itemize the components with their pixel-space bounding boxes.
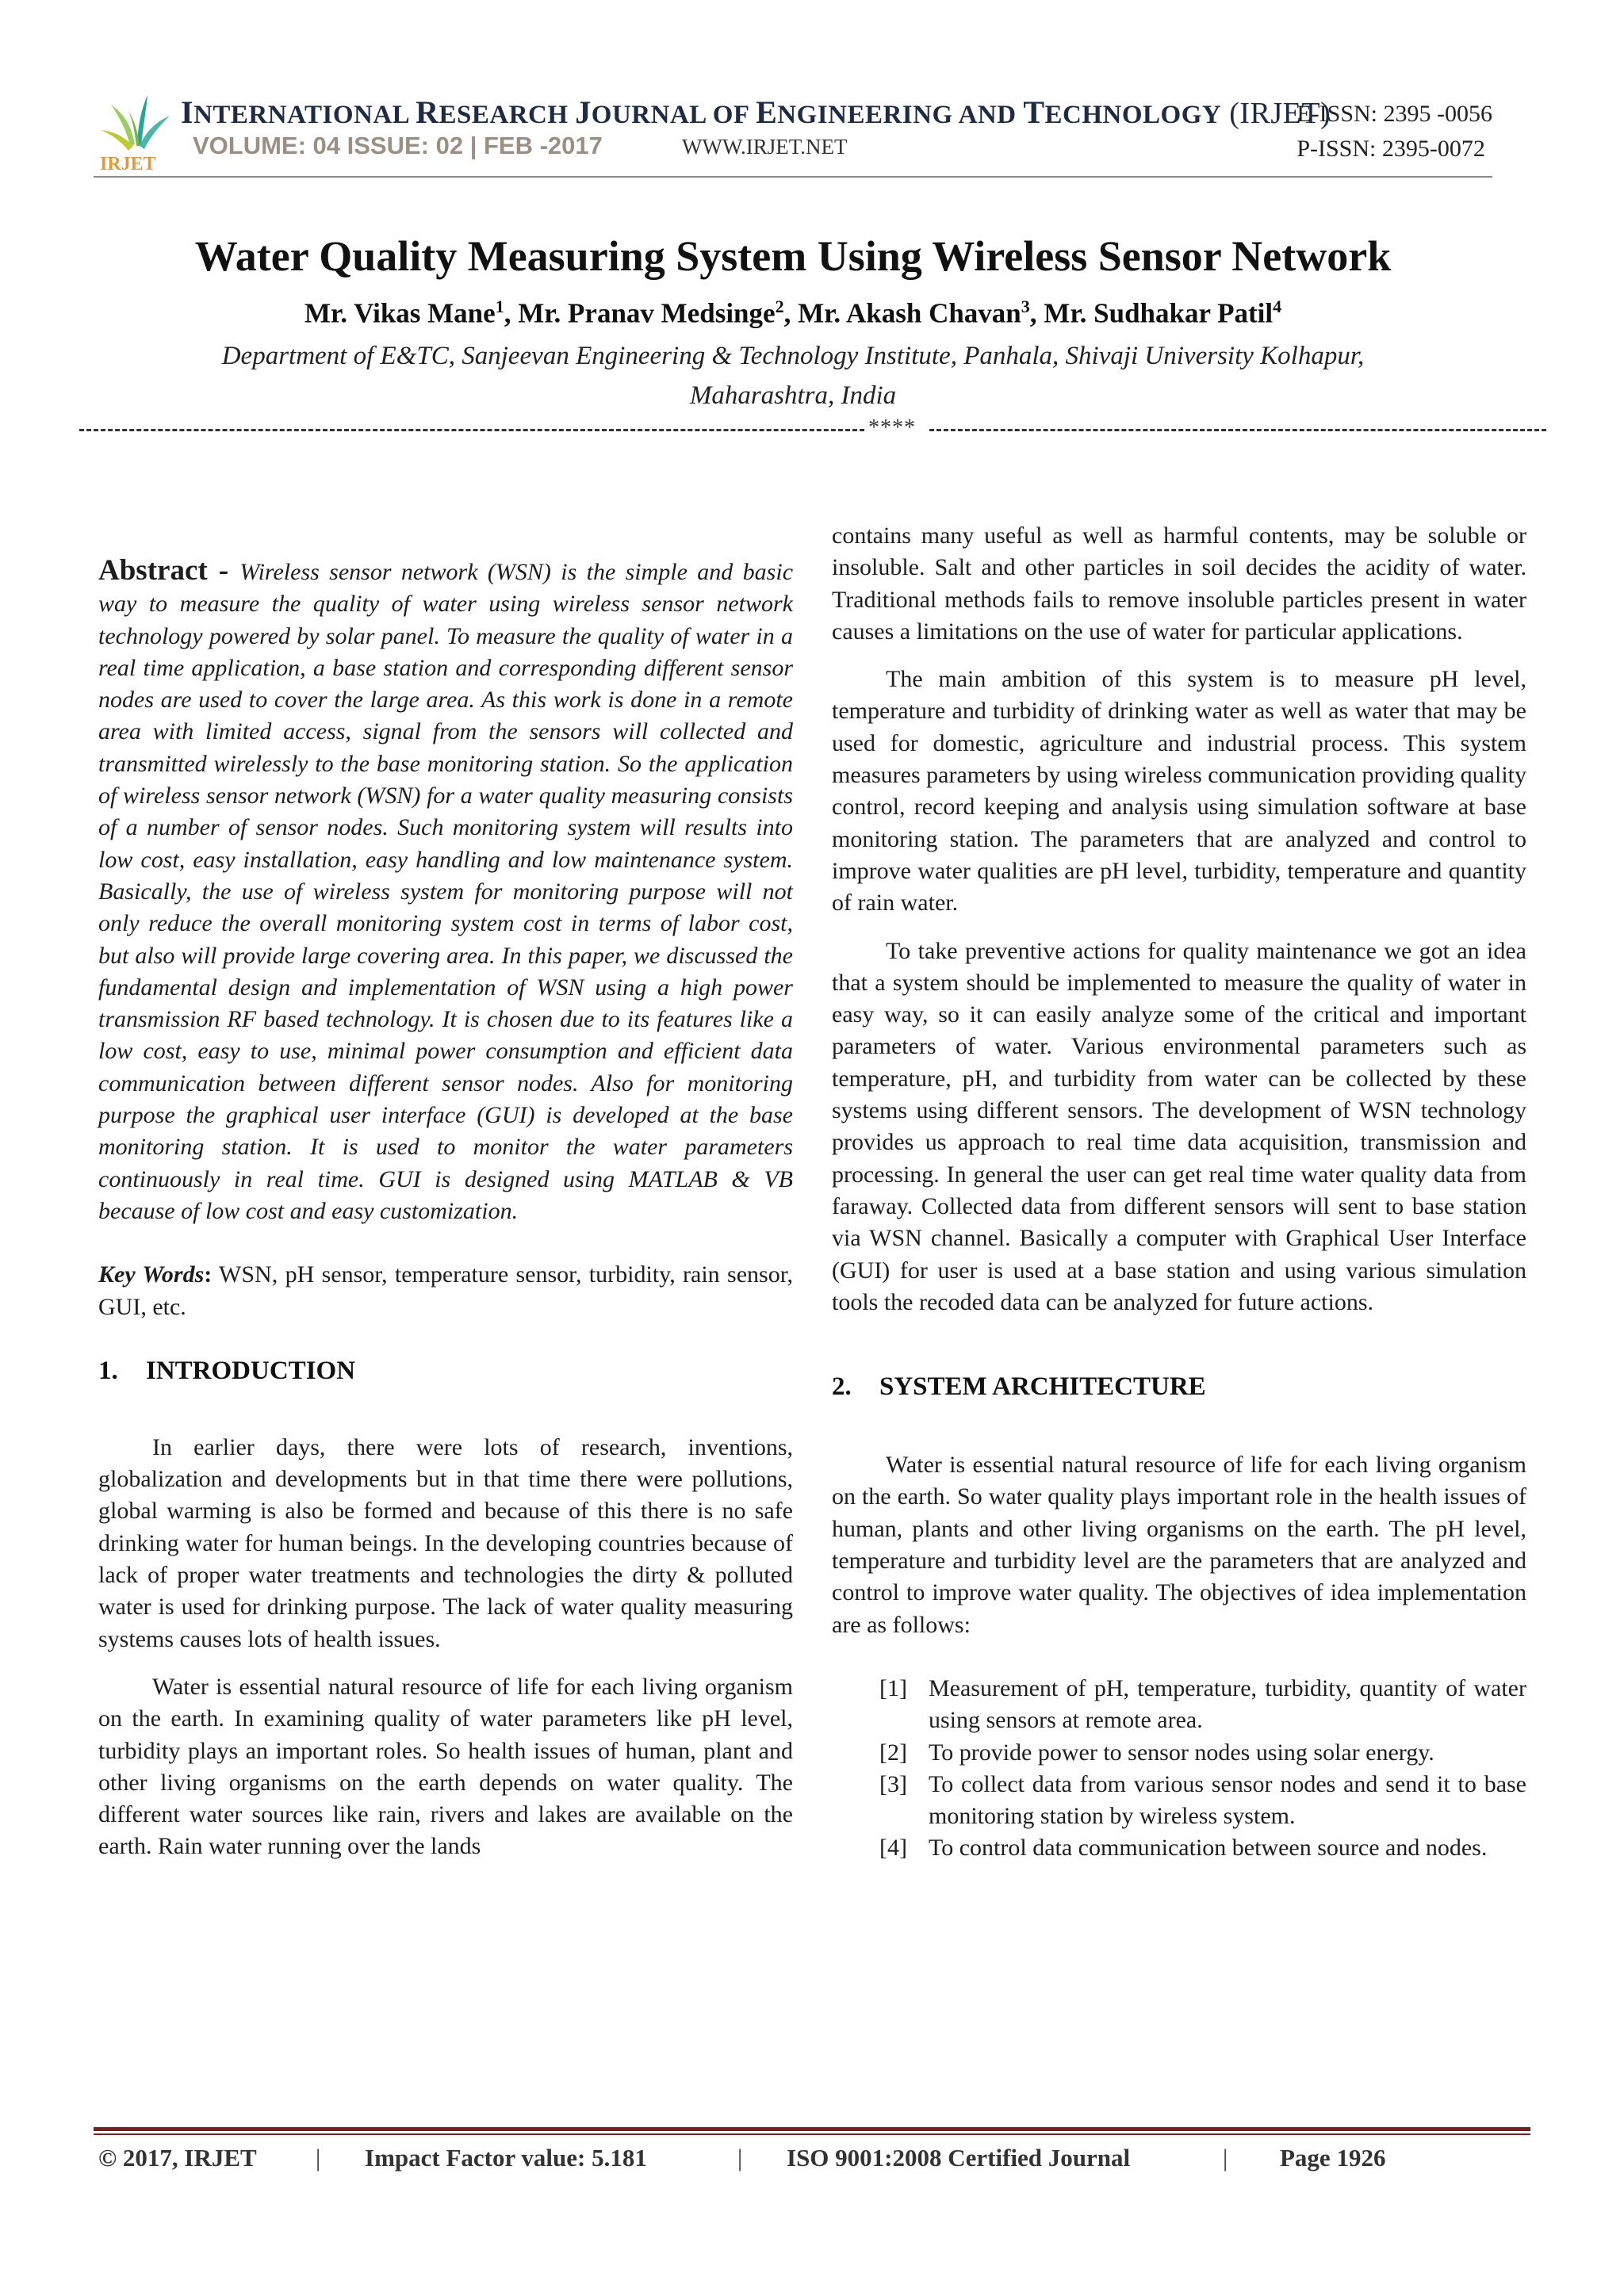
keywords: Key Words: WSN, pH sensor, temperature sensor, turbidity, rain sensor, GUI, etc. xyxy=(98,1261,793,1320)
author-1: Mr. Vikas Mane xyxy=(304,297,496,329)
footer-impact-factor: Impact Factor value: 5.181 xyxy=(365,2144,647,2172)
footer-page-number: Page 1926 xyxy=(1280,2144,1386,2172)
issn-block xyxy=(1297,97,1492,166)
objectives-list xyxy=(879,1673,1526,1865)
journal-title: INTERNATIONAL RESEARCH JOURNAL OF ENGINEERING AND TECHNOLOGY (IRJET) xyxy=(181,94,1331,130)
title-separator: **** xyxy=(79,420,1546,436)
intro-paragraph-2: Water is essential natural resource of life for each living organism on the earth. In examining quality of water parameters like pH level, turbidity plays an important roles. So health issues of human, plant and other living organisms on the earth depends on water quality. The different water sources like rain, rivers and lakes are available on the earth. Rain water running over the lands xyxy=(98,1673,793,1860)
footer-divider: | xyxy=(316,2144,321,2172)
journal-website[interactable]: WWW.IRJET.NET xyxy=(682,135,848,159)
journal-header xyxy=(94,87,1492,174)
section-heading-system-architecture: 2. SYSTEM ARCHITECTURE xyxy=(832,1372,1206,1402)
footer-rule-thin xyxy=(94,2133,1530,2135)
section-heading-introduction: 1. INTRODUCTION xyxy=(98,1356,356,1385)
e-issn: E-ISSN: 2395 -0056 xyxy=(1297,101,1492,127)
author-list: Mr. Vikas Mane$^1$, Mr. Pranav Medsinge$^2$, Mr. Akash Chavan$^3$, Mr. Sudhakar Patil$^4$ xyxy=(304,297,1282,329)
author-4: Mr. Sudhakar Patil xyxy=(1044,297,1274,329)
footer-iso: ISO 9001:2008 Certified Journal xyxy=(787,2144,1131,2172)
abstract: Abstract - Wireless sensor network (WSN) is the simple and basic way to measure the quality of water using wireless sensor network technology powered by solar panel. To measure the quality of water in a real time application, a base station and corresponding different sensor nodes are used to cover the large area. As this work is done in a remote area with limited access, signal from the sensors will collected and transmitted wirelessly to the base monitoring station. So the application of wireless sensor network (WSN) for a water quality measuring consists of a number of sensor nodes. Such monitoring system will results into low cost, easy installation, easy handling and low maintenance system. Basically, the use of wireless system for monitoring purpose will not only reduce the overall monitoring system cost in terms of labor cost, but also will provide large covering area. In this paper, we discussed the fundamental design and implementation of WSN using a high power transmission RF based technology. It is chosen due to its features like a low cost, easy to use, minimal power consumption and efficient data communication between different sensor nodes. Also for monitoring purpose the graphical user interface (GUI) is developed at the base monitoring station. It is used to monitor the water parameters continuously in real time. GUI is designed using MATLAB & VB because of low cost and easy customization. xyxy=(98,554,794,1224)
list-item: [2] To provide power to sensor nodes using solar energy. xyxy=(879,1739,1434,1766)
list-item: [1] Measurement of pH, temperature, turbidity, quantity of water using sensors at remote area. xyxy=(879,1674,1526,1734)
footer-divider: | xyxy=(737,2144,743,2172)
left-column xyxy=(98,555,793,1863)
right-column xyxy=(832,520,1526,1865)
svg-text:IRJET: IRJET xyxy=(100,154,156,174)
footer-divider: | xyxy=(1223,2144,1228,2172)
footer-rule xyxy=(94,2127,1530,2131)
footer-copyright: © 2017, IRJET xyxy=(98,2144,257,2172)
author-3: Mr. Akash Chavan xyxy=(798,297,1021,329)
header-rule xyxy=(94,176,1492,178)
abstract-heading: Abstract - xyxy=(98,554,240,587)
intro-paragraph-2-continued: contains many useful as well as harmful contents, may be soluble or insoluble. Salt and other particles in soil decides the acidity of water. Traditional methods fails to remove insoluble particles present in water causes a limitations on the use of water for particular applications. xyxy=(832,522,1526,645)
list-item: [3] To collect data from various sensor nodes and send it to base monitoring station by wireless system. xyxy=(879,1770,1526,1830)
affiliation: Department of E&TC, Sanjeevan Engineering & Technology Institute, Panhala, Shivaji University Kolhapur, Maharashtra, India xyxy=(221,342,1365,410)
architecture-paragraph-1: Water is essential natural resource of life for each living organism on the earth. So water quality plays important role in the health issues of human, plants and other living organisms on the earth. The pH level, temperature and turbidity level are the parameters that are analyzed and control to improve water quality. The objectives of idea implementation are as follows: xyxy=(832,1452,1526,1638)
volume-issue: VOLUME: 04 ISSUE: 02 | FEB -2017 xyxy=(193,132,603,159)
irjet-logo xyxy=(94,87,181,174)
p-issn: P-ISSN: 2395-0072 xyxy=(1297,136,1485,162)
paper-title: Water Quality Measuring System Using Wireless Sensor Network xyxy=(194,232,1392,280)
author-2: Mr. Pranav Medsinge xyxy=(518,297,776,329)
list-item: [4] To control data communication between source and nodes. xyxy=(879,1835,1488,1862)
intro-paragraph-4: To take preventive actions for quality maintenance we got an idea that a system should be implemented to measure the quality of water in easy way, so it can easily analyze some of the critical and important parameters of water. Various environmental parameters such as temperature, pH, and turbidity from water can be collected by these systems using different sensors. The development of WSN technology provides us approach to real time data acquisition, transmission and processing. In general the user can get real time water quality data from faraway. Collected data from different sensors will sent to base station via WSN channel. Basically a computer with Graphical User Interface (GUI) for user is used at a base station and using various simulation tools the recoded data can be analyzed for future actions. xyxy=(832,937,1526,1315)
intro-paragraph-1: In earlier days, there were lots of research, inventions, globalization and developments but in that time there were pollutions, global warming is also be formed and because of this there is no safe drinking water for human beings. In the developing countries because of lack of proper water treatments and technologies the dirty & polluted water is used for drinking purpose. The lack of water quality measuring systems causes lots of health issues. xyxy=(98,1433,793,1652)
intro-paragraph-3: The main ambition of this system is to measure pH level, temperature and turbidity of drinking water as well as water that may be used for domestic, agriculture and industrial process. This system measures parameters by using wireless communication providing quality control, record keeping and analysis using simulation software at base monitoring station. The parameters that are analyzed and control to improve water qualities are pH level, turbidity, temperature and quantity of rain water. xyxy=(832,666,1526,916)
